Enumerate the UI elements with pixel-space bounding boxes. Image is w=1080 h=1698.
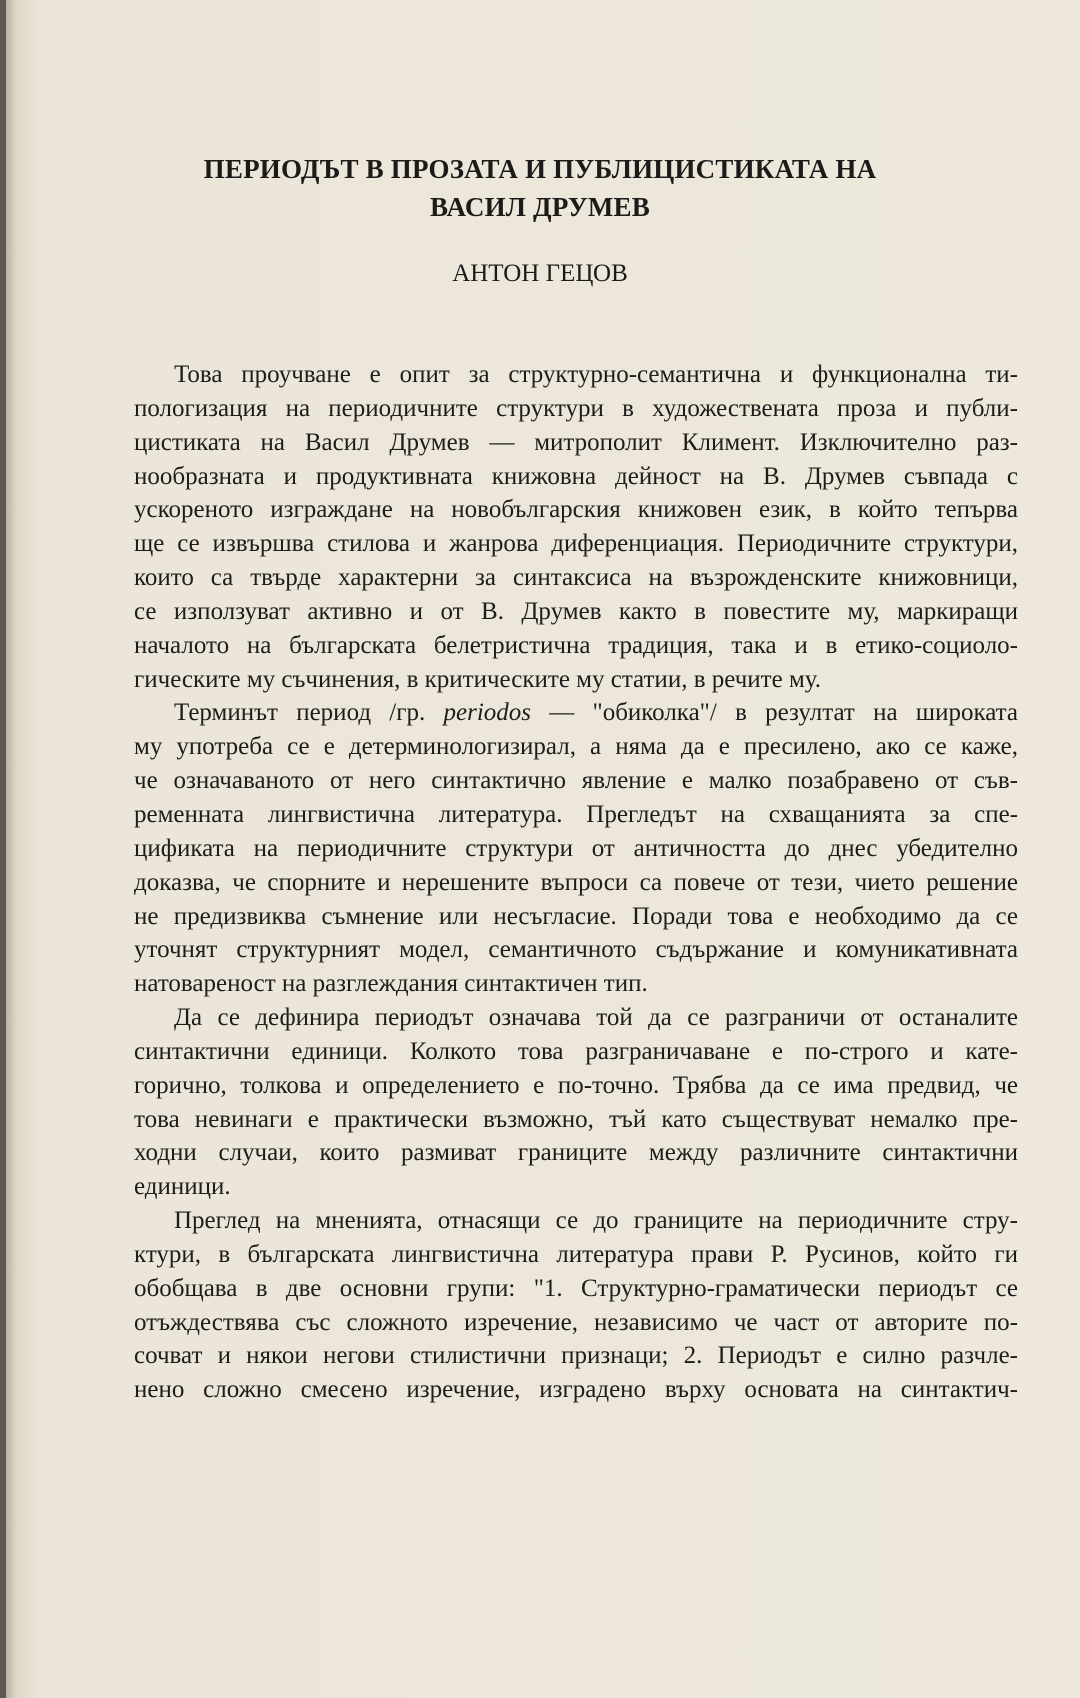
text-line: които са твърде характерни за синтаксиса на възрожденските книжовници, bbox=[134, 564, 1018, 592]
paragraph-1 bbox=[134, 358, 1018, 696]
text-line: обобщава в две основни групи: "1. Структурно-граматически периодът се bbox=[134, 1274, 1018, 1302]
text-line: сочват и някои негови стилистични признаци; 2. Периодът е силно разчле- bbox=[134, 1342, 1018, 1370]
text-line: че означаваното от него синтактично явление е малко позабравено от съв- bbox=[134, 767, 1018, 795]
text-line: ускореното изграждане на новобългарския книжовен език, в който тепърва bbox=[134, 496, 1018, 524]
text-line: ктури, в българската лингвистична литература прави Р. Русинов, който ги bbox=[134, 1240, 1018, 1268]
italic-term: periodos bbox=[443, 699, 531, 727]
text-line: отъждествява със сложното изречение, независимо че част от авторите по- bbox=[134, 1308, 1018, 1336]
text-line: уточнят структурният модел, семантичното съдържание и комуникативната bbox=[134, 936, 1018, 964]
text-line: ходни случаи, които размиват границите между различните синтактични bbox=[134, 1139, 1018, 1167]
text-line: му употреба се е детерминологизирал, а няма да е пресилено, ако се каже, bbox=[134, 733, 1018, 761]
text-line: единици. bbox=[134, 1173, 231, 1201]
text-line bbox=[134, 696, 1018, 730]
author-name: АНТОН ГЕЦОВ bbox=[452, 260, 628, 287]
paragraph-4 bbox=[134, 1204, 1018, 1407]
text-line: нено сложно смесено изречение, изградено върху основата на синтактич- bbox=[134, 1376, 1018, 1404]
text-line: ременната лингвистична литература. Прегледът на схващанията за спе- bbox=[134, 800, 1018, 828]
text-line: това невинаги е практически възможно, тъй като съществуват немалко пре- bbox=[134, 1105, 1018, 1133]
text-line: натовареност на разглеждания синтактичен тип. bbox=[134, 970, 648, 998]
title-line-2: ВАСИЛ ДРУМЕВ bbox=[430, 192, 650, 222]
text-line: Да се дефинира периодът означава той да се разграничи от останалите bbox=[174, 1004, 1018, 1032]
text-segment: — "обиколка"/ в резултат на широката bbox=[531, 699, 1018, 727]
text-segment: Терминът период /гр. bbox=[174, 699, 444, 727]
text-line: цистиката на Васил Друмев — митрополит Климент. Изключително раз- bbox=[134, 428, 1018, 456]
paragraph-3 bbox=[134, 1001, 1018, 1204]
article-body bbox=[134, 358, 1018, 1407]
title-line-1: ПЕРИОДЪТ В ПРОЗАТА И ПУБЛИЦИСТИКАТА НА bbox=[203, 154, 877, 184]
text-line: синтактични единици. Колкото това разграничаване е по-строго и кате- bbox=[134, 1037, 1018, 1065]
text-line: нообразната и продуктивната книжовна дейност на В. Друмев съвпада с bbox=[134, 462, 1018, 490]
text-line: горично, толкова и определението е по-точно. Трябва да се има предвид, че bbox=[134, 1071, 1018, 1099]
paragraph-2 bbox=[134, 696, 1018, 1001]
text-line: началото на българската белетристична традиция, така и в етико-социоло- bbox=[134, 631, 1018, 659]
text-line: гическите му съчинения, в критическите му статии, в речите му. bbox=[134, 665, 822, 693]
text-line: пологизация на периодичните структури в художествената проза и публи- bbox=[134, 394, 1018, 422]
article-title bbox=[120, 150, 960, 226]
text-line: не предизвиква съмнение или несъгласие. Поради това е необходимо да се bbox=[134, 902, 1018, 930]
text-line: Това проучване е опит за структурно-семантична и функционална ти- bbox=[174, 361, 1018, 388]
text-line: цификата на периодичните структури от античността до днес убедително bbox=[134, 834, 1018, 862]
text-line: доказва, че спорните и нерешените въпроси са повече от тези, чието решение bbox=[134, 868, 1018, 896]
text-line: ще се извършва стилова и жанрова диференциация. Периодичните структури, bbox=[134, 530, 1018, 558]
text-line: се използуват активно и от В. Друмев както в повестите му, маркиращи bbox=[134, 597, 1018, 625]
text-line: Преглед на мненията, отнасящи се до границите на периодичните стру- bbox=[174, 1207, 1018, 1235]
page-binding-edge bbox=[0, 0, 6, 1698]
